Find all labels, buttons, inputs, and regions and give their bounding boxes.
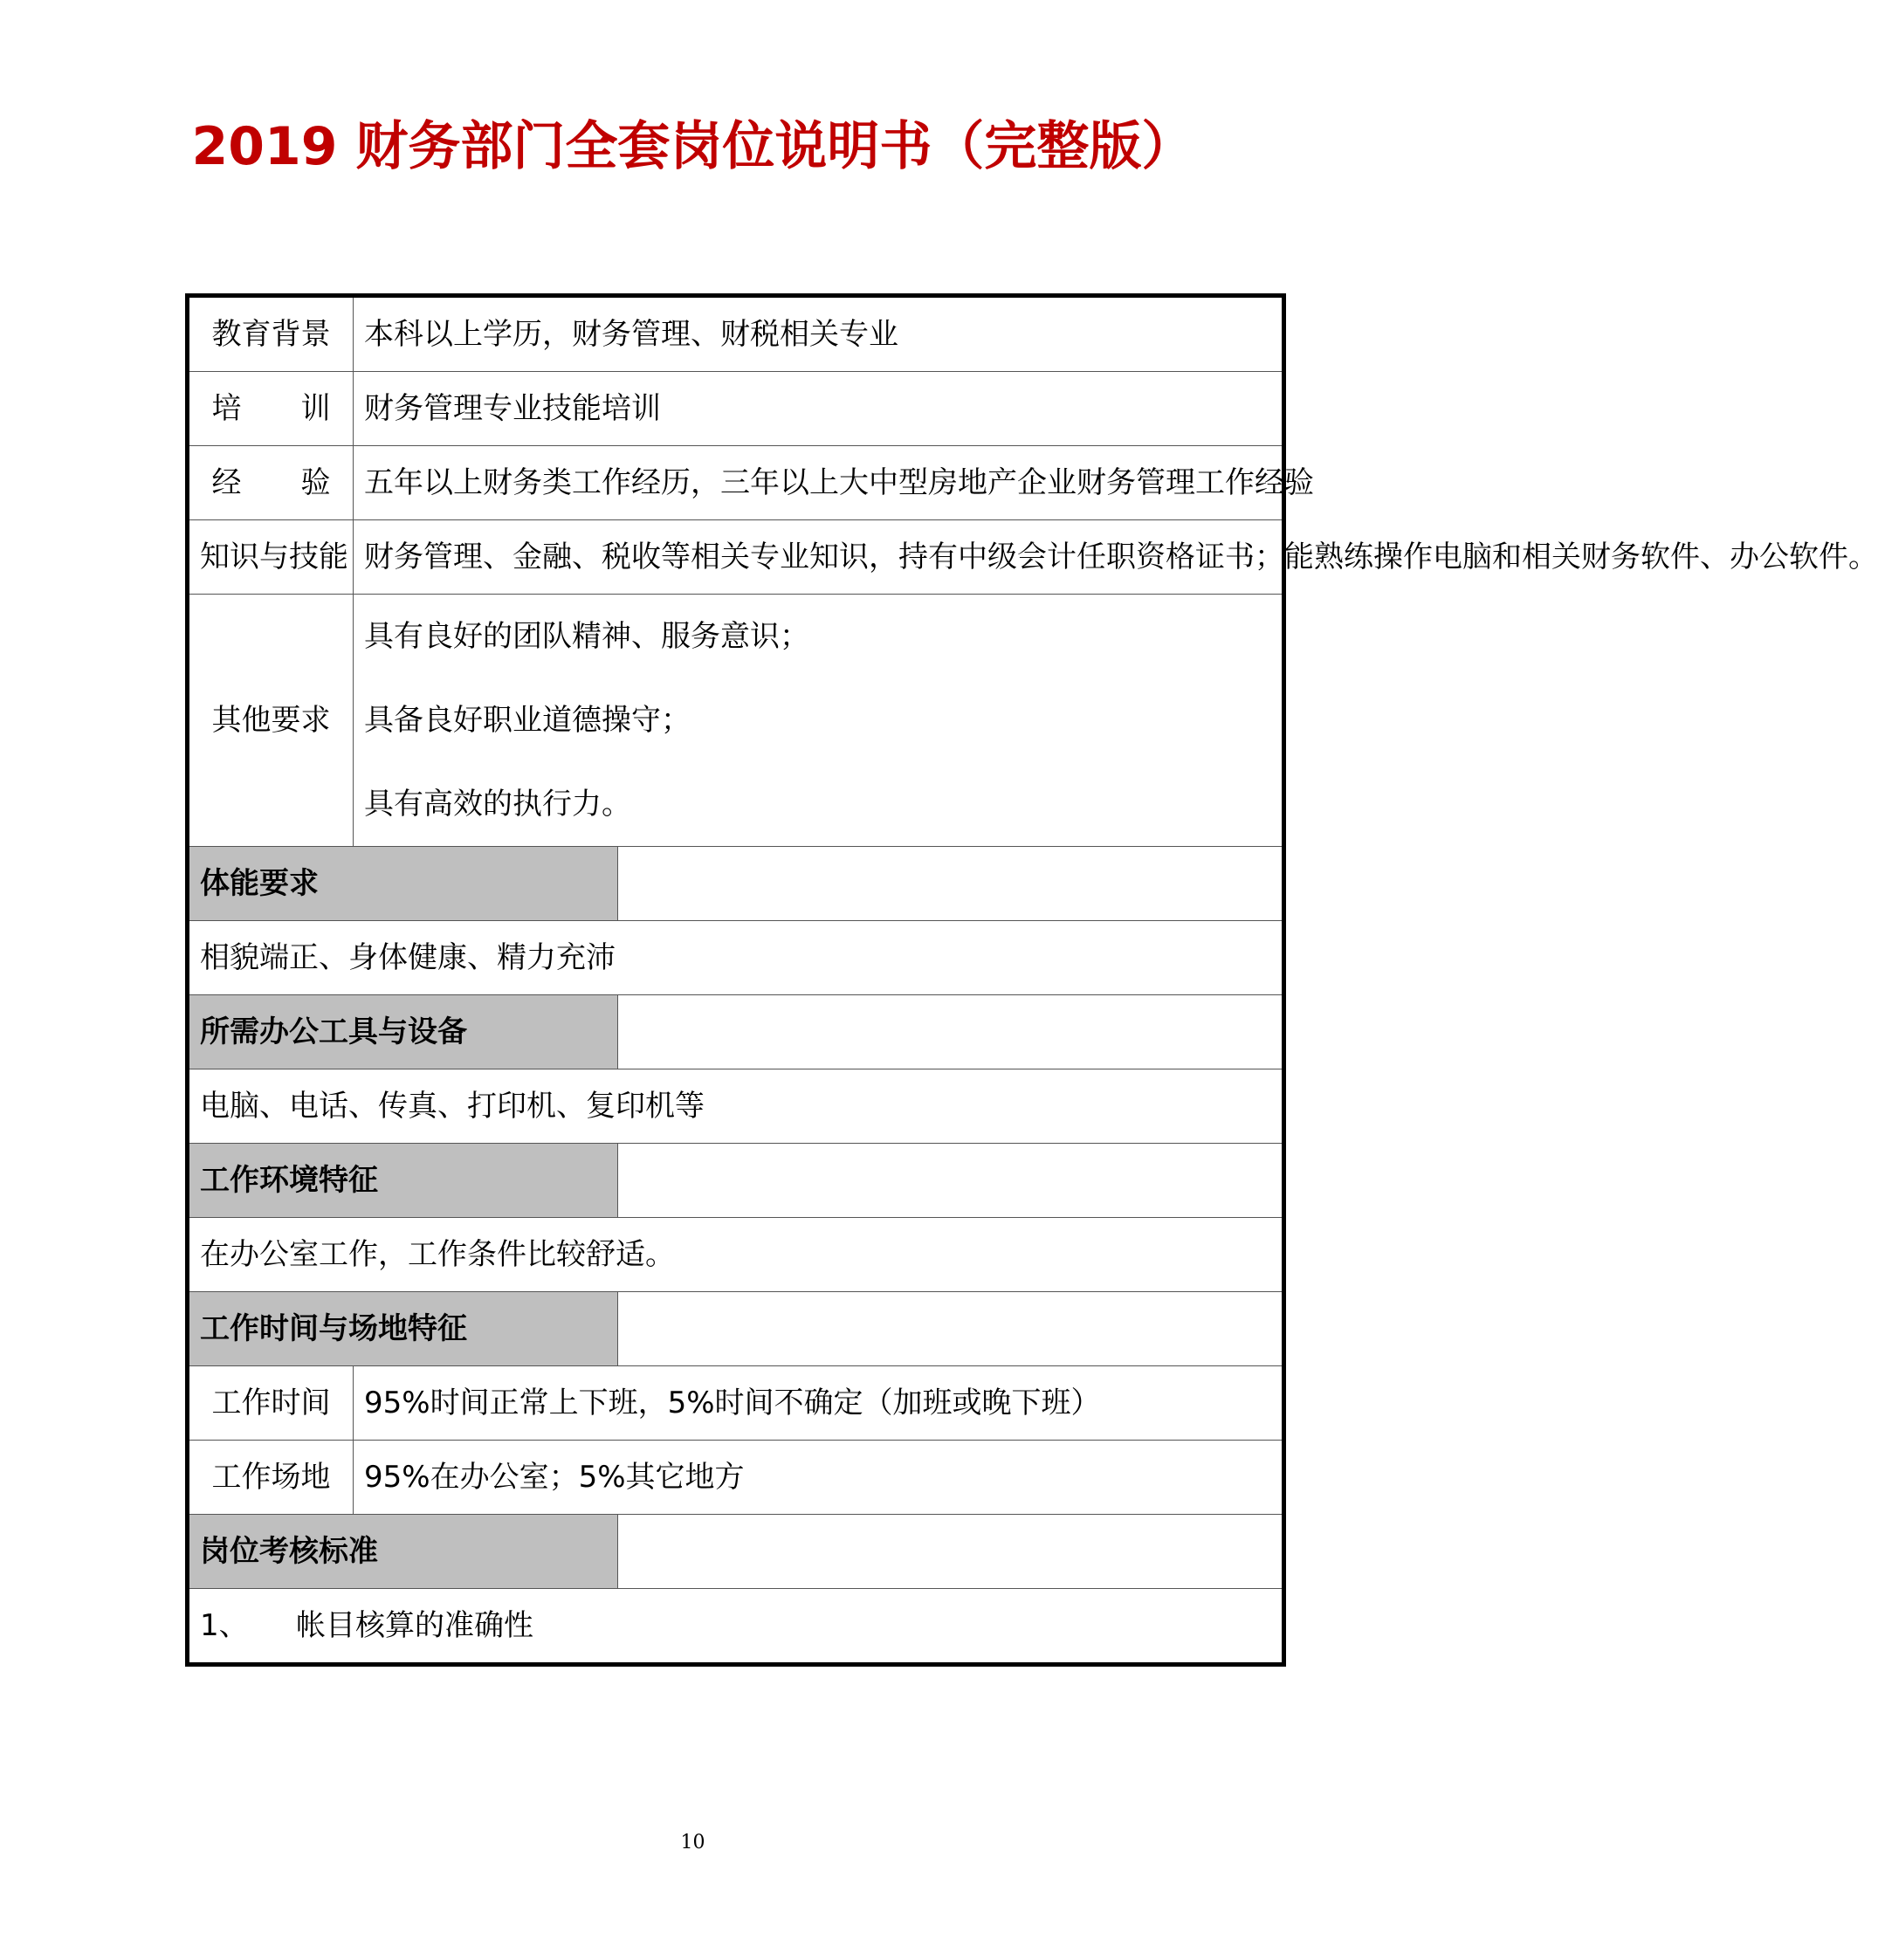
table-row	[188, 847, 1284, 921]
table-row	[188, 296, 1284, 372]
physical-header: 体能要求	[188, 847, 618, 921]
knowledge-skills-label: 知识与技能	[188, 520, 354, 595]
work-time-label: 工作时间	[188, 1366, 354, 1441]
table-row	[188, 1589, 1284, 1665]
header-blank-cell	[618, 1292, 1284, 1366]
table-row	[188, 520, 1284, 595]
environment-value: 在办公室工作，工作条件比较舒适。	[188, 1218, 1284, 1292]
education-value: 本科以上学历，财务管理、财税相关专业	[354, 296, 1284, 372]
table-row	[188, 921, 1284, 995]
header-blank-cell	[618, 1515, 1284, 1589]
assessment-item-text: 帐目核算的准确性	[296, 1608, 533, 1643]
physical-value: 相貌端正、身体健康、精力充沛	[188, 921, 1284, 995]
experience-label: 经 验	[188, 446, 354, 520]
training-value: 财务管理专业技能培训	[354, 372, 1284, 446]
education-label: 教育背景	[188, 296, 354, 372]
table-row	[188, 1515, 1284, 1589]
table-row	[188, 1292, 1284, 1366]
page-number: 10	[680, 1832, 705, 1853]
assessment-item	[188, 1589, 1284, 1665]
header-blank-cell	[618, 847, 1284, 921]
time-place-header: 工作时间与场地特征	[188, 1292, 618, 1366]
table-row	[188, 595, 1284, 847]
other-requirement-line: 具有高效的执行力。	[364, 787, 631, 822]
table-row	[188, 995, 1284, 1069]
table-row	[188, 446, 1284, 520]
work-time-value: 95%时间正常上下班，5%时间不确定（加班或晚下班）	[354, 1366, 1284, 1441]
table-row	[188, 372, 1284, 446]
other-requirements-value	[354, 595, 1284, 847]
other-requirement-line: 具备良好职业道德操守；	[364, 703, 691, 738]
tools-header: 所需办公工具与设备	[188, 995, 618, 1069]
table-row	[188, 1144, 1284, 1218]
table-row	[188, 1218, 1284, 1292]
environment-header: 工作环境特征	[188, 1144, 618, 1218]
other-requirements-label: 其他要求	[188, 595, 354, 847]
table-row	[188, 1366, 1284, 1441]
document-title: 2019 财务部门全套岗位说明书（完整版）	[191, 116, 1194, 177]
tools-value: 电脑、电话、传真、打印机、复印机等	[188, 1069, 1284, 1144]
other-requirement-line: 具有良好的团队精神、服务意识；	[364, 619, 809, 654]
assessment-item-number: 1、	[200, 1608, 249, 1643]
work-place-label: 工作场地	[188, 1441, 354, 1515]
experience-value: 五年以上财务类工作经历，三年以上大中型房地产企业财务管理工作经验	[354, 446, 1284, 520]
knowledge-skills-value: 财务管理、金融、税收等相关专业知识，持有中级会计任职资格证书；能熟练操作电脑和相关财务软件、办公软件。	[354, 520, 1284, 595]
assessment-header: 岗位考核标准	[188, 1515, 618, 1589]
training-label: 培 训	[188, 372, 354, 446]
header-blank-cell	[618, 1144, 1284, 1218]
table-row	[188, 1069, 1284, 1144]
table-row	[188, 1441, 1284, 1515]
header-blank-cell	[618, 995, 1284, 1069]
job-description-table	[185, 293, 1878, 1667]
work-place-value: 95%在办公室；5%其它地方	[354, 1441, 1284, 1515]
